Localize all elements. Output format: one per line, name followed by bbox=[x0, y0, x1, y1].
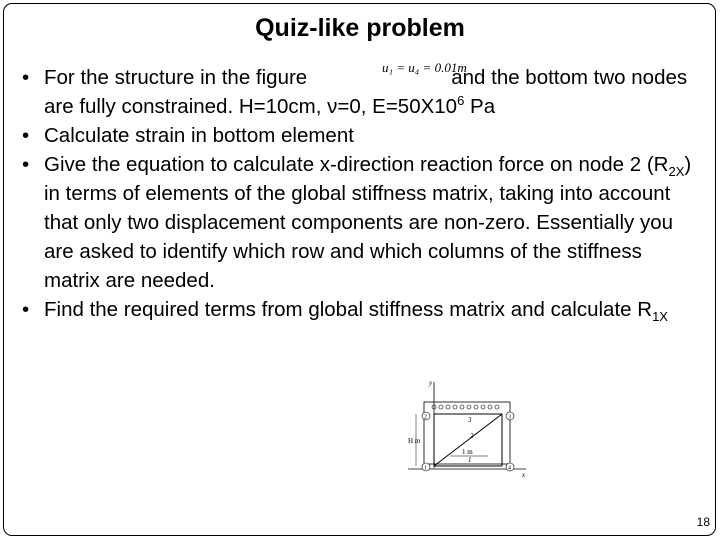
x-axis-label: x bbox=[522, 471, 526, 479]
exponent: 6 bbox=[457, 93, 465, 109]
width-label: 1 m bbox=[462, 448, 473, 456]
bullet-item bbox=[22, 121, 702, 150]
bullet-dot: • bbox=[22, 66, 30, 89]
node-label: 1 bbox=[424, 465, 427, 472]
y-axis-label: y bbox=[429, 379, 433, 387]
element-label: 2 bbox=[470, 432, 474, 440]
subscript: 1X bbox=[652, 309, 668, 325]
top-rollers bbox=[432, 405, 499, 409]
bullet-text: ) in terms of elements of the global stiffness matrix, taking into account that only two displacement components are non-zero. Essentially you are asked to identify which row and which columns of the stiffness matrix are needed. bbox=[44, 153, 692, 292]
bullet-list bbox=[22, 63, 702, 324]
bullet-dot: • bbox=[22, 153, 30, 176]
displacement-equation: u₁ = u₄ = 0.01m bbox=[382, 60, 467, 75]
truss-figure bbox=[388, 376, 528, 480]
bullet-text: Find the required terms from global stiffness matrix and calculate R bbox=[44, 298, 653, 321]
bullet-text: Give the equation to calculate x-direction reaction force on node 2 (R bbox=[44, 153, 669, 176]
height-label: H m bbox=[408, 437, 421, 445]
bullet-dot: • bbox=[22, 124, 30, 147]
slide-title: Quiz-like problem bbox=[255, 14, 465, 42]
node-label: 3 bbox=[508, 414, 511, 421]
bullet-text: Calculate strain in bottom element bbox=[44, 124, 354, 147]
bullet-text: For the structure in the figure bbox=[44, 66, 308, 89]
bullet-text: Pa bbox=[464, 95, 496, 118]
bullet-item bbox=[22, 150, 702, 295]
bullet-item bbox=[22, 63, 702, 121]
bullet-dot: • bbox=[22, 298, 30, 321]
bullet-text: and the bottom two nodes are fully constrained. H=10cm, ν=0, E=50X10 bbox=[44, 66, 688, 118]
subscript: 2X bbox=[668, 164, 685, 180]
element-label: 1 bbox=[468, 456, 472, 464]
page-number: 18 bbox=[696, 515, 710, 529]
element-label: 3 bbox=[468, 416, 472, 424]
bullet-item bbox=[22, 295, 702, 324]
node-label: 2 bbox=[424, 414, 427, 421]
node-label: 4 bbox=[508, 465, 511, 472]
